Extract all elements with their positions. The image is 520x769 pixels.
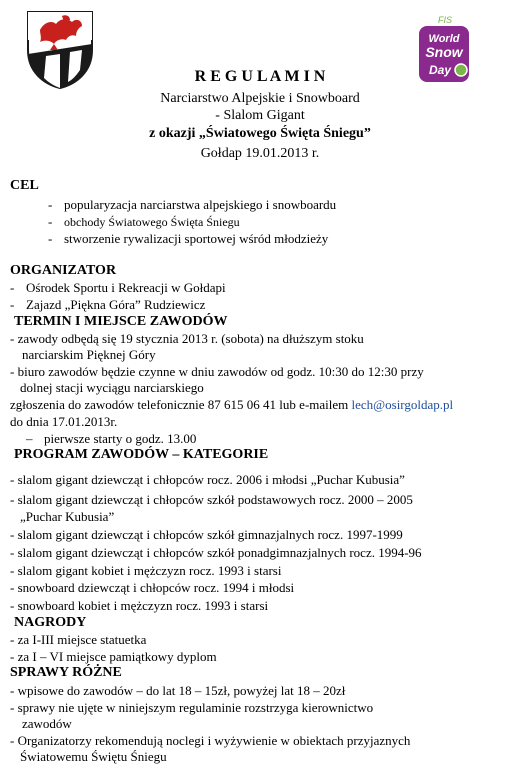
program-line: - slalom gigant dziewcząt i chłopców szkół gimnazjalnych rocz. 1997-1999 <box>10 527 403 542</box>
section-heading-cel: CEL <box>10 178 39 193</box>
logo-fis-text: FIS <box>438 15 453 25</box>
section-heading-program: PROGRAM ZAWODÓW – KATEGORIE <box>14 447 269 462</box>
nagrody-line: - za I – VI miejsce pamiątkowy dyplom <box>10 649 217 664</box>
email-link[interactable]: lech@osirgoldap.pl <box>351 397 454 412</box>
termin-line: dolnej stacji wyciągu narciarskiego <box>20 380 204 395</box>
cel-item-dash: - <box>48 197 53 212</box>
cel-item: popularyzacja narciarstwa alpejskiego i snowboardu <box>64 197 337 212</box>
logo-snow-text: Snow <box>425 44 463 60</box>
termin-line: - biuro zawodów będzie czynne w dniu zawodów od godz. 10:30 do 12:30 przy <box>10 364 424 379</box>
cel-item-dash: - <box>48 231 53 246</box>
logo-day-text: Day <box>428 63 452 77</box>
program-line: „Puchar Kubusia” <box>20 509 115 524</box>
organizator-item: Ośrodek Sportu i Rekreacji w Gołdapi <box>26 280 226 295</box>
section-heading-nagrody: NAGRODY <box>14 615 87 630</box>
cel-item: stworzenie rywalizacji sportowej wśród młodzieży <box>64 231 329 246</box>
nagrody-line: - za I-III miejsce statuetka <box>10 632 147 647</box>
cel-item: obchody Światowego Święta Śniegu <box>64 215 240 229</box>
program-line: - snowboard dziewcząt i chłopców rocz. 1994 i młodsi <box>10 580 295 595</box>
logo-world-text: World <box>428 33 460 45</box>
cel-item-dash: - <box>48 214 53 229</box>
organizator-item-dash: - <box>10 297 15 312</box>
program-line: - slalom gigant dziewcząt i chłopców rocz. 2006 i młodsi „Puchar Kubusia” <box>10 472 405 487</box>
section-heading-termin: TERMIN I MIEJSCE ZAWODÓW <box>14 314 228 329</box>
sprawy-line: zawodów <box>22 716 72 731</box>
organizator-item-dash: - <box>10 280 15 295</box>
program-line: - slalom gigant dziewcząt i chłopców szkół podstawowych rocz. 2000 – 2005 <box>10 492 413 507</box>
document-subtitle-2: - Slalom Gigant <box>215 108 305 123</box>
document-occasion: z okazji „Światowego Święta Śniegu” <box>149 126 371 141</box>
program-line: - snowboard kobiet i mężczyzn rocz. 1993 i starsi <box>10 598 269 613</box>
sprawy-line: - wpisowe do zawodów – do lat 18 – 15zł, powyżej lat 18 – 20zł <box>10 683 346 698</box>
termin-line: - zawody odbędą się 19 stycznia 2013 r. (sobota) na dłuższym stoku <box>10 331 364 346</box>
organizator-item: Zajazd „Piękna Góra” Rudziewicz <box>26 297 206 312</box>
document-subtitle-1: Narciarstwo Alpejskie i Snowboard <box>160 91 360 106</box>
sprawy-line: Światowemu Świętu Śniegu <box>20 749 167 764</box>
sprawy-line: - sprawy nie ujęte w niniejszym regulaminie rozstrzyga kierownictwo <box>10 700 374 715</box>
document-title: R E G U L A M I N <box>194 68 326 85</box>
termin-start-dash: – <box>26 431 33 446</box>
sprawy-line: - Organizatorzy rekomendują noclegi i wyżywienie w obiektach przyjaznych <box>10 733 411 748</box>
termin-line: narciarskim Pięknej Góry <box>22 347 156 362</box>
termin-signup-line <box>10 397 453 413</box>
document-place-date: Gołdap 19.01.2013 r. <box>200 146 320 161</box>
section-heading-organizator: ORGANIZATOR <box>10 263 117 278</box>
program-line: - slalom gigant dziewcząt i chłopców szkół ponadgimnazjalnych rocz. 1994-96 <box>10 545 422 560</box>
termin-line: do dnia 17.01.2013r. <box>10 414 118 429</box>
program-line: - slalom gigant kobiet i mężczyzn rocz. 1993 i starsi <box>10 563 282 578</box>
termin-signup-text: zgłoszenia do zawodów telefonicznie 87 615 06 41 lub e-mailem <box>10 397 352 412</box>
section-heading-sprawy: SPRAWY RÓŻNE <box>10 665 122 680</box>
termin-line: pierwsze starty o godz. 13.00 <box>44 431 197 446</box>
